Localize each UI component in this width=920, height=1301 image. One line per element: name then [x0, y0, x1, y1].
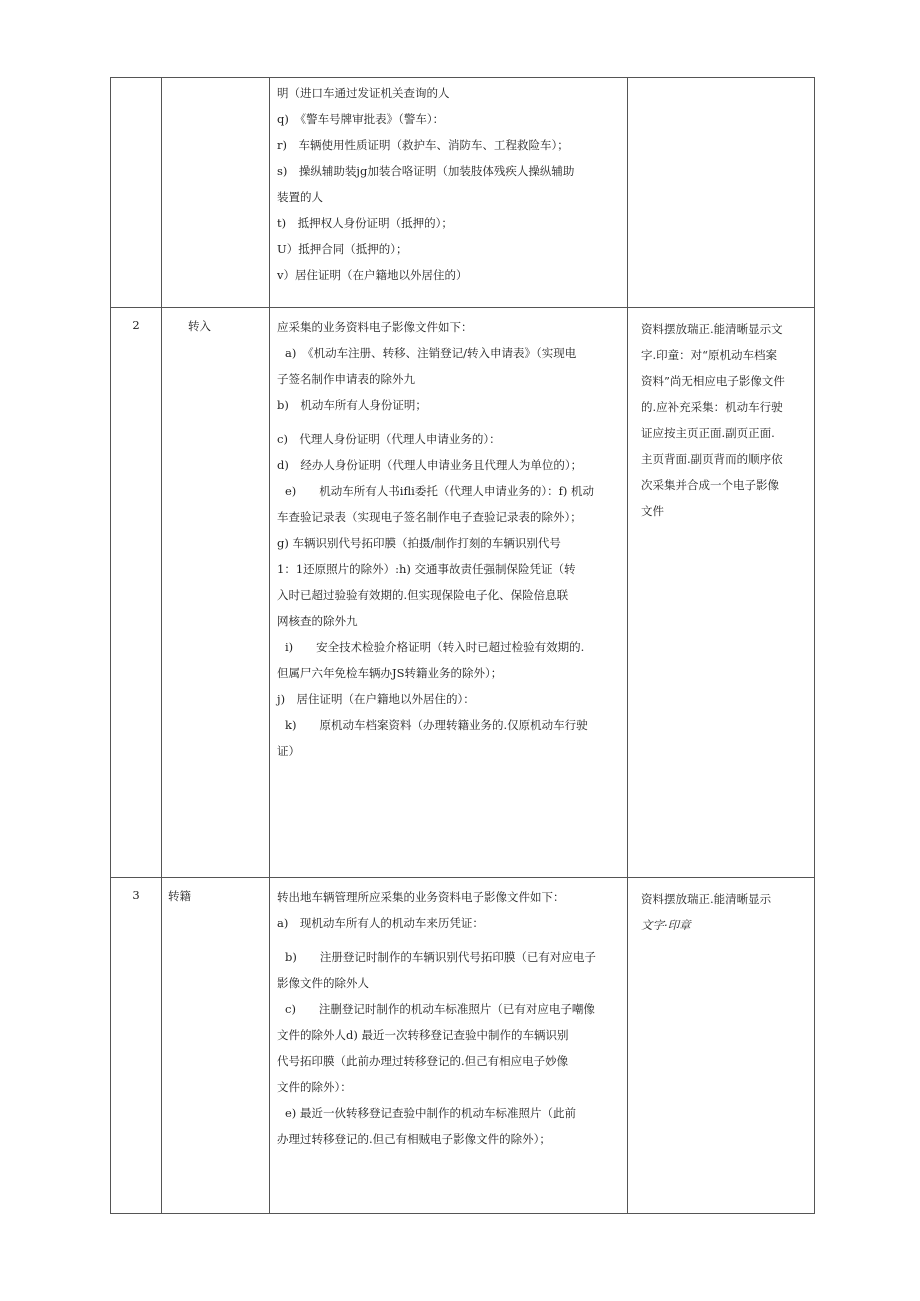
content-line: v）居住证明（在户籍地以外居住的） [277, 268, 468, 282]
table-row [111, 78, 815, 308]
content-line: b) 机动车所有人身份证明； [277, 398, 427, 412]
content-line: c) 代理人身份证明（代理人申请业务的）： [277, 432, 501, 446]
content-line: d) 经办人身份证明（代理人申请业务且代理人为单位的）； [277, 458, 583, 472]
content-line: a) 《机动车注册、转移、注销登记/转入申请表》（实现电 [285, 346, 577, 360]
content-line: 1：1还原照片的除外）:h) 交通事故责任强制保险凭证（转 [277, 562, 576, 576]
row-note [628, 308, 815, 878]
content-line: 但属尸六年免检车辆办JS转籍业务的除外）； [277, 666, 503, 680]
content-line: i) 安全技术检验介格证明（转入时已超过检验有效期的. [285, 640, 585, 654]
note-line: 字.印童：对“原机动车档案 [641, 348, 778, 362]
content-line: k) 原机动车档案资料（办理转籍业务的.仅原机动车行驶 [285, 718, 588, 732]
content-line: 子签名制作申请表的除外九 [277, 372, 415, 386]
note-line: 次采集并合成一个电子影像 [641, 478, 779, 492]
row-type-label: 转入 [188, 319, 211, 333]
content-line: g) 车辆识别代号拓印膜（拍摄/制作打刻的车辆识别代号 [277, 536, 561, 550]
row-type [162, 308, 270, 878]
content-line: 应采集的业务资料电子影像文件如下： [277, 320, 473, 334]
note-line: 证应按主页正面.副页正面. [641, 426, 775, 440]
content-line: 网核查的除外九 [277, 614, 358, 628]
note-line: 文件 [641, 504, 664, 518]
content-line: 明（进口车通过发证机关查询的人 [277, 86, 450, 100]
content-line: 入时已超过验验有效期的.但实现保险电子化、保险倍息联 [277, 588, 569, 602]
content-line: r) 车辆使用性质证明（救护车、消防车、工程救险车）； [277, 138, 569, 152]
content-line: 文件的除外人d) 最近一次转移登记查验中制作的车辆识别 [277, 1028, 569, 1042]
row-type [162, 78, 270, 308]
row-number: 3 [111, 878, 162, 1214]
document-table [110, 77, 815, 1214]
row-note [628, 78, 815, 308]
content-line: j) 居住证明（在户籍地以外居住的）： [277, 692, 475, 706]
table-row [111, 878, 815, 1214]
row-type [162, 878, 270, 1214]
content-line: 文件的除外）： [277, 1080, 352, 1094]
note-line: 资料摆放瑞正.能清晰显示 [641, 892, 772, 906]
content-line: c) 注删登记时制作的机动车标准照片（已有对应电子嘲像 [285, 1002, 595, 1016]
content-line: 代号拓印膜（此前办理过转移登记的.但己有相应电子妙像 [277, 1054, 569, 1068]
content-line: 装置的人 [277, 190, 323, 204]
row-type-label: 转籍 [168, 889, 191, 903]
content-line: s) 操纵辅助装jg加装合咯证明（加装肢体残疾人操纵辅助 [277, 164, 575, 178]
content-line: e) 最近一伙转移登记查验中制作的机动车标准照片（此前 [285, 1106, 576, 1120]
content-line: 证） [277, 744, 300, 758]
row-content [270, 78, 628, 308]
note-line: 主页背面.副页背而的顺序依 [641, 452, 783, 466]
content-line: e) 机动车所有人书ifli委托（代理人申请业务的）：f) 机动 [285, 484, 594, 498]
note-line: 文字·印章 [641, 918, 691, 932]
row-content [270, 308, 628, 878]
row-note [628, 878, 815, 1214]
note-line: 资料摆放瑞正.能清晰显示文 [641, 322, 783, 336]
row-number [111, 78, 162, 308]
content-line: a) 现机动车所有人的机动车来历凭证： [277, 916, 484, 930]
note-line: 资料”尚无相应电子影像文件 [641, 374, 785, 388]
note-line: 的.应补充采集：机动车行驶 [641, 400, 783, 414]
content-line: 转出地车辆管理所应采集的业务资料电子影像文件如下： [277, 890, 565, 904]
row-content [270, 878, 628, 1214]
content-line: q) 《警车号牌审批表》（警车）： [277, 112, 445, 126]
table-row [111, 308, 815, 878]
content-line: U）抵押合同（抵押的）； [277, 242, 408, 256]
content-line: b) 注册登记时制作的车辆识别代号拓印膜（已有对应电子 [285, 950, 596, 964]
content-line: 影像文件的除外人 [277, 976, 369, 990]
content-line: 车查验记录表（实现电子签名制作电子查验记录表的除外）； [277, 510, 582, 524]
row-number: 2 [111, 308, 162, 878]
content-line: 办理过转移登记的.但己有相贼电子影像文件的除外）； [277, 1132, 551, 1146]
content-line: t) 抵押权人身份证明（抵押的）； [277, 216, 453, 230]
